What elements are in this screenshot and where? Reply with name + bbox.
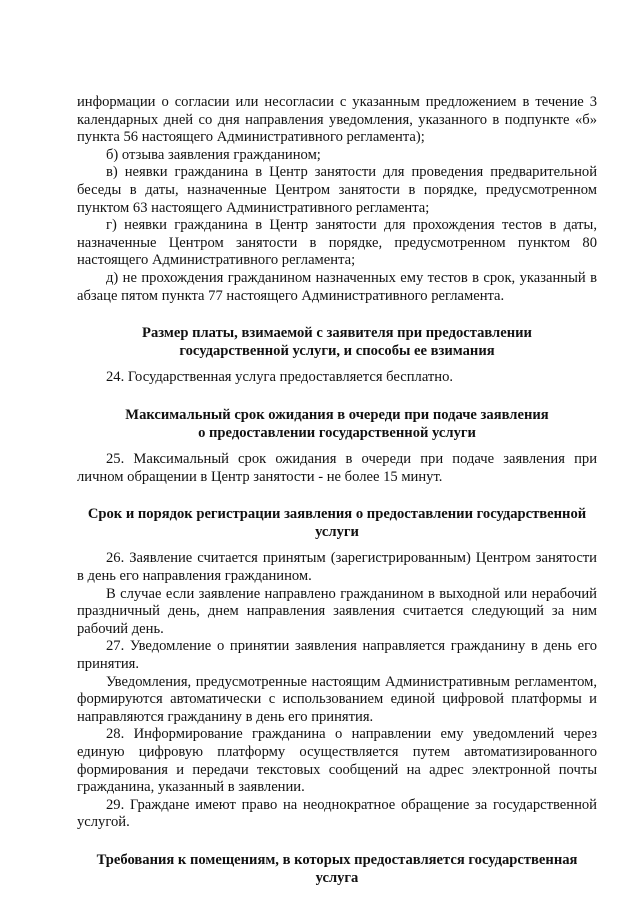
heading-line: государственной услуги, и способы ее взимания (179, 342, 495, 359)
heading-line: Требования к помещениям, в которых предоставляется государственная (96, 851, 578, 868)
heading-line: Срок и порядок регистрации заявления о предоставлении государственной (87, 506, 587, 523)
paragraph-item-v: в) неявки гражданина в Центр занятости для проведения предварительной беседы в даты, назначенные Центром занятости в порядке, предусмотренном пунктом 63 настоящего Административного регламента; (77, 164, 597, 216)
document-page (77, 94, 597, 887)
heading-line: Максимальный срок ожидания в очереди при подаче заявления (125, 406, 549, 423)
paragraph-26-weekend: В случае если заявление направлено гражданином в выходной или нерабочий праздничный день, днем направления заявления считается следующий за ним рабочий день. (77, 585, 597, 637)
section-heading-queue (77, 407, 597, 442)
section-heading-fee (77, 325, 597, 360)
paragraph-continuation: информации о согласии или несогласии с указанным предложением в течение 3 календарных дней со дня направления уведомления, указанного в подпункте «б» пункта 56 настоящего Административного регламента); (77, 94, 597, 146)
section-heading-registration (77, 506, 597, 541)
paragraph-28: 28. Информирование гражданина о направлении ему уведомлений через единую цифровую платформу осуществляется путем автоматизированного формирования и передачи текстовых сообщений на адрес электронной почты гражданина, указанный в заявлении. (77, 726, 597, 796)
paragraph-item-b: б) отзыва заявления гражданином; (106, 146, 321, 163)
paragraph-24: 24. Государственная услуга предоставляется бесплатно. (106, 369, 454, 386)
paragraph-item-g: г) неявки гражданина в Центр занятости для прохождения тестов в даты, назначенные Центром занятости в порядке, предусмотренном пунктом 80 настоящего Административного регламента; (77, 217, 597, 269)
section-heading-premises (77, 852, 597, 887)
heading-line: услуга (315, 869, 359, 886)
paragraph-27-notifications: Уведомления, предусмотренные настоящим Административным регламентом, формируются автоматически с использованием единой цифровой платформы и направляются гражданину в день его принятия. (77, 673, 597, 725)
paragraph-27: 27. Уведомление о принятии заявления направляется гражданину в день его принятия. (77, 638, 597, 673)
heading-line: о предоставлении государственной услуги (198, 424, 476, 441)
paragraph-29: 29. Граждане имеют право на неоднократное обращение за государственной услугой. (77, 796, 597, 831)
heading-line: Размер платы, взимаемой с заявителя при предоставлении (142, 325, 532, 342)
heading-line: услуги (315, 523, 359, 540)
paragraph-26: 26. Заявление считается принятым (зарегистрированным) Центром занятости в день его направления гражданином. (77, 550, 597, 585)
paragraph-25: 25. Максимальный срок ожидания в очереди при подаче заявления при личном обращении в Центр занятости - не более 15 минут. (77, 451, 597, 485)
paragraph-item-d: д) не прохождения гражданином назначенных ему тестов в срок, указанный в абзаце пятом пункта 77 настоящего Административного регламента. (77, 269, 597, 304)
